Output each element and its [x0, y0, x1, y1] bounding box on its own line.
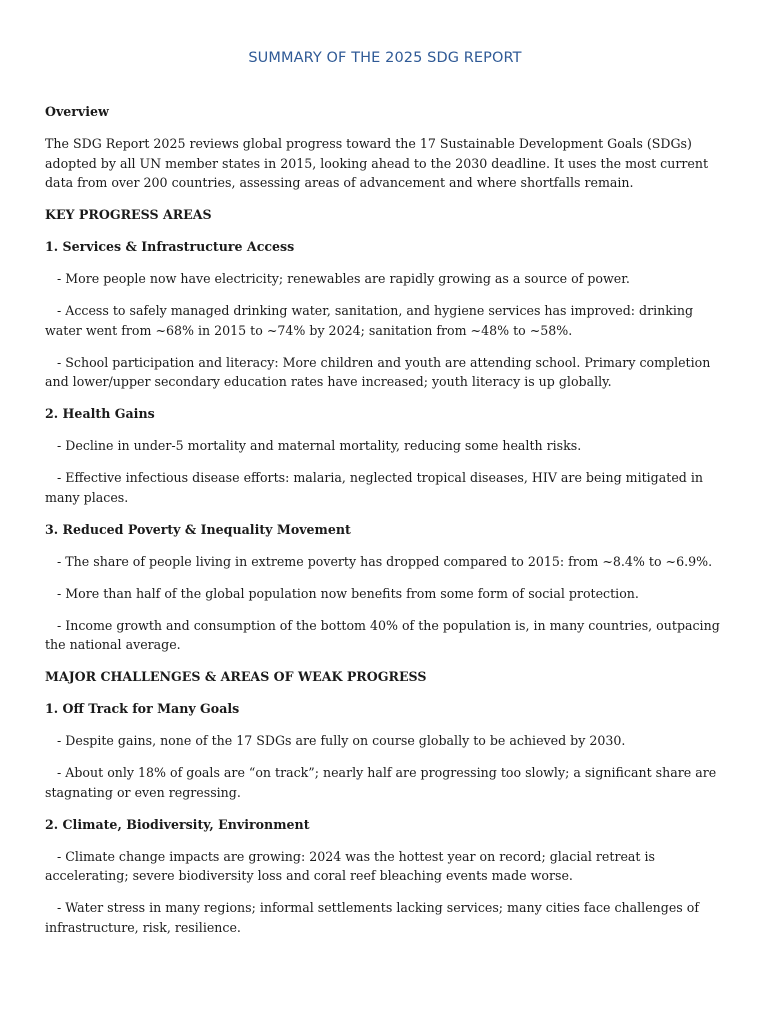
bullet-item: - The share of people living in extreme poverty has dropped compared to 2015: from ~8.4% to ~6.9%.	[45, 553, 713, 569]
overview-paragraph: The SDG Report 2025 reviews global progress toward the 17 Sustainable Development Goals (SDGs) adopted by all UN member states in 2015, looking ahead to the 2030 deadline. It uses the most current data from over 200 countries, assessing areas of advancement and where shortfalls remain.	[45, 136, 709, 190]
section-heading: 2. Climate, Biodiversity, Environment	[45, 816, 310, 832]
bullet-item: - Water stress in many regions; informal settlements lacking services; many cities face challenges of infrastructure, risk, resilience.	[45, 900, 704, 935]
section-heading: 1. Off Track for Many Goals	[45, 701, 240, 716]
section-heading: 1. Services & Infrastructure Access	[45, 239, 295, 254]
bullet-item: - More than half of the global population now benefits from some form of social protection.	[45, 585, 639, 601]
document-body	[45, 102, 725, 950]
bullet-item: - Decline in under-5 mortality and maternal mortality, reducing some health risks.	[45, 438, 582, 453]
overview-heading: Overview	[45, 104, 109, 119]
bullet-item: - Access to safely managed drinking water, sanitation, and hygiene services has improved: drinking water went from ~68% in 2015 to ~74% by 2024; sanitation from ~48% to ~58%.	[45, 303, 698, 338]
bullet-item: - School participation and literacy: More children and youth are attending school. Primary completion and lower/upper secondary education rates have increased; youth literacy is up globally.	[45, 354, 715, 389]
bullet-item: - Income growth and consumption of the bottom 40% of the population is, in many countries, outpacing the national average.	[45, 617, 724, 652]
bullet-item: - About only 18% of goals are “on track”; nearly half are progressing too slowly; a significant share are stagnating or even regressing.	[45, 765, 721, 800]
bullet-item: - Climate change impacts are growing: 2024 was the hottest year on record; glacial retreat is accelerating; severe biodiversity loss and coral reef bleaching events made worse.	[45, 848, 659, 883]
section-heading: 3. Reduced Poverty & Inequality Movement	[45, 521, 351, 537]
bullet-item: - Despite gains, none of the 17 SDGs are fully on course globally to be achieved by 2030.	[45, 733, 626, 748]
progress-heading: KEY PROGRESS AREAS	[45, 207, 212, 222]
document-title: SUMMARY OF THE 2025 SDG REPORT	[248, 50, 522, 66]
section-heading: 2. Health Gains	[45, 406, 155, 421]
bullet-item: - Effective infectious disease efforts: malaria, neglected tropical diseases, HIV are being mitigated in many places.	[45, 470, 707, 505]
challenges-heading: MAJOR CHALLENGES & AREAS OF WEAK PROGRESS	[45, 669, 427, 684]
bullet-item: - More people now have electricity; renewables are rapidly growing as a source of power.	[45, 271, 630, 286]
